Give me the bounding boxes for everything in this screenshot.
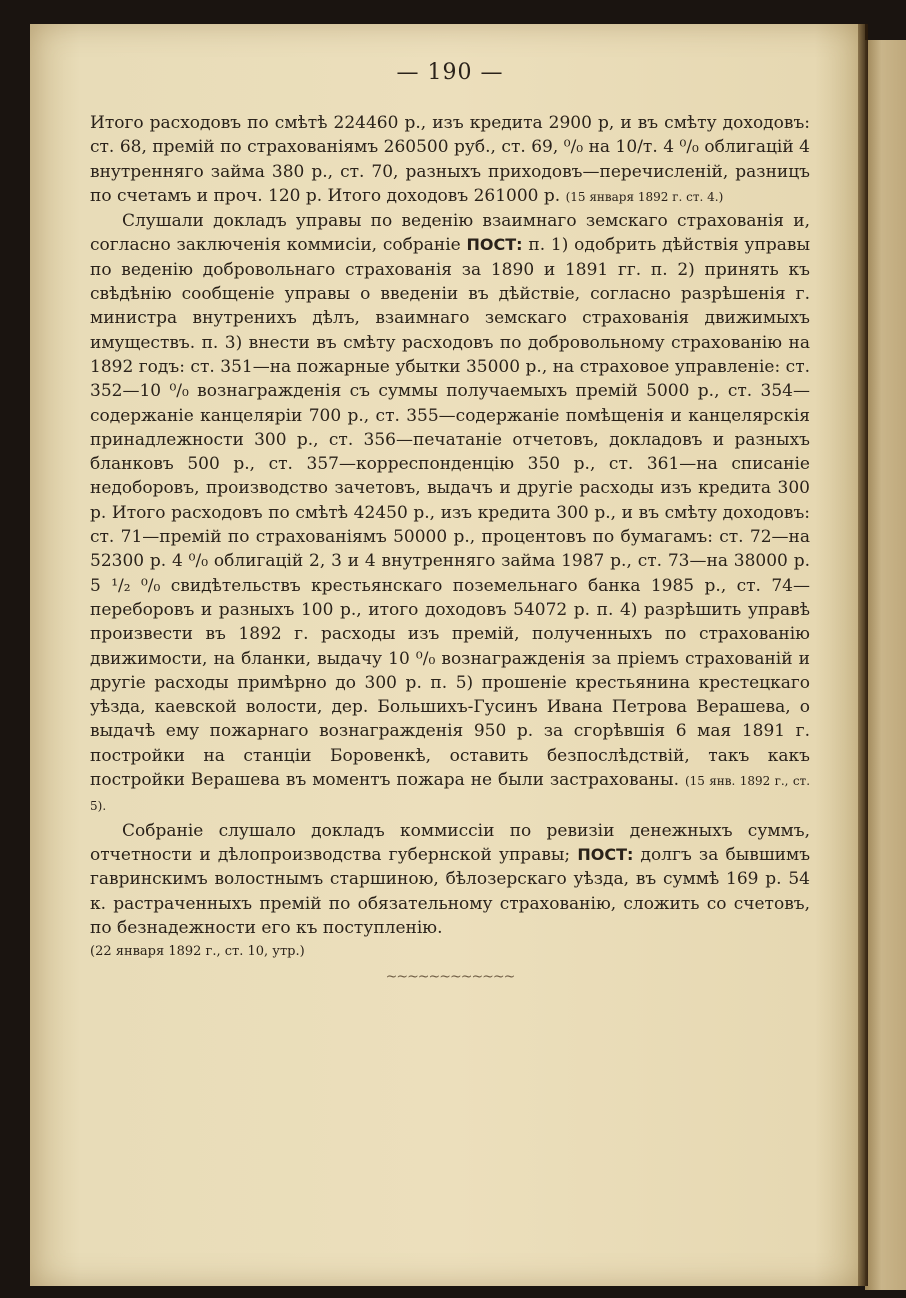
reference-citation: (15 января 1892 г. ст. 4.) [565,189,724,204]
page-gutter [858,24,868,1286]
resolution-label: ПОСТ: [577,844,634,864]
paragraph-text: п. 1) одобрить дѣйствія управы по веденію добровольнаго страхованія за 1890 и 1891 гг. п. 2) принять къ свѣдѣнію сообщеніе управы о введеніи въ дѣйствіе, согласно разрѣшенія г. министра внутренихъ дѣлъ, взаимнаго земскаго страхованія движимыхъ имуществъ. п. 3) внести въ смѣту расходовъ по добровольному страхованію на 1892 годъ: ст. 351—на пожарные убытки 35000 р., на страховое управленіе: ст. 352—10 ⁰/₀ вознагражденія съ суммы получаемыхъ премій 5000 р., ст. 354—содержаніе канцеляріи 700 р., ст. 355—содержаніе помѣщенія и канцелярскія принадлежности 300 р., ст. 356—печатаніе отчетовъ, докладовъ и разныхъ бланковъ 500 р., ст. 357—корреспонденцію 350 р., ст. 361—на списаніе недоборовъ, производство зачетовъ, выдачъ и другіе расходы изъ кредита 300 р. Итого расходовъ по смѣтѣ 42450 р., изъ кредита 300 р., и въ смѣту доходовъ: ст. 71—премій по страхованіямъ 50000 р., процентовъ по бумагамъ: ст. 72—на 52300 р. 4 ⁰/₀ облигацій 2, 3 и 4 внутренняго займа 1987 р., ст. 73—на 38000 р. 5 ¹/₂ ⁰/₀ свидѣтельствъ крестьянскаго поземельнаго банка 1985 р., ст. 74—переборовъ и разныхъ 100 р., итого доходовъ 54072 р. п. 4) разрѣшить управѣ произвести въ 1892 г. расходы изъ премій, полученныхъ по страхованію движимости, на бланки, выдачу 10 ⁰/₀ вознагражденія за пріемъ страхованій и другіе расходы примѣрно до 300 р. п. 5) прошеніе крестьянина крестецкаго уѣзда, каевской волости, дер. Большихъ-Гусинъ Ивана Петрова Верашева, о выдачѣ ему пожарнаго вознагражденія 950 р. за сгорѣвшія 6 мая 1891 г. постройки на станціи Боровенкѣ, оставить безпослѣдствій, такъ какъ постройки Верашева въ моментъ пожара не были застрахованы. [90,235,810,791]
next-page-edge [865,40,906,1290]
reference-citation: (22 января 1892 г., ст. 10, утр.) [90,944,305,960]
paragraph-text: Итого расходовъ по смѣтѣ 224460 р., изъ кредита 2900 р, и въ смѣту доходовъ: ст. 68, премій по страхованіямъ 260500 руб., ст. 69, ⁰/₀ на 10/т. 4 ⁰/₀ облигацій 4 внутренняго займа 380 р., ст. 70, разныхъ приходовъ—перечисленій, разницъ по счетамъ и проч. 120 р. Итого доходовъ 261000 р. [90,113,810,206]
paragraph-insurance-report [90,209,810,818]
paragraph-audit-report [90,819,810,940]
closing-ornament: ~~~~~~~~~~~~ [385,969,515,986]
reference-citation: (15 янв. 1892 г., ст. 5). [90,774,811,814]
paragraph-text: Слушали докладъ управы по веденію взаимнаго земскаго страхованія и, согласно заключенія коммисіи, собраніе [90,211,810,256]
page-content [90,60,810,985]
resolution-label: ПОСТ: [466,235,523,255]
paragraph-text: долгъ за бывшимъ гавринскимъ волостнымъ старшиною, бѣлозерскаго уѣзда, въ суммѣ 169 р. 54 к. растраченныхъ премій по обязательному страхованію, сложить со счетовъ, по безнадежности его къ поступленію. [90,844,811,938]
paragraph-text: Собраніе слушало докладъ коммиссіи по ревизіи денежныхъ суммъ, отчетности и дѣлопроизводства губернской управы; [90,820,810,865]
paragraph-budget-summary [90,111,810,209]
page-number: — 190 — [396,60,504,85]
